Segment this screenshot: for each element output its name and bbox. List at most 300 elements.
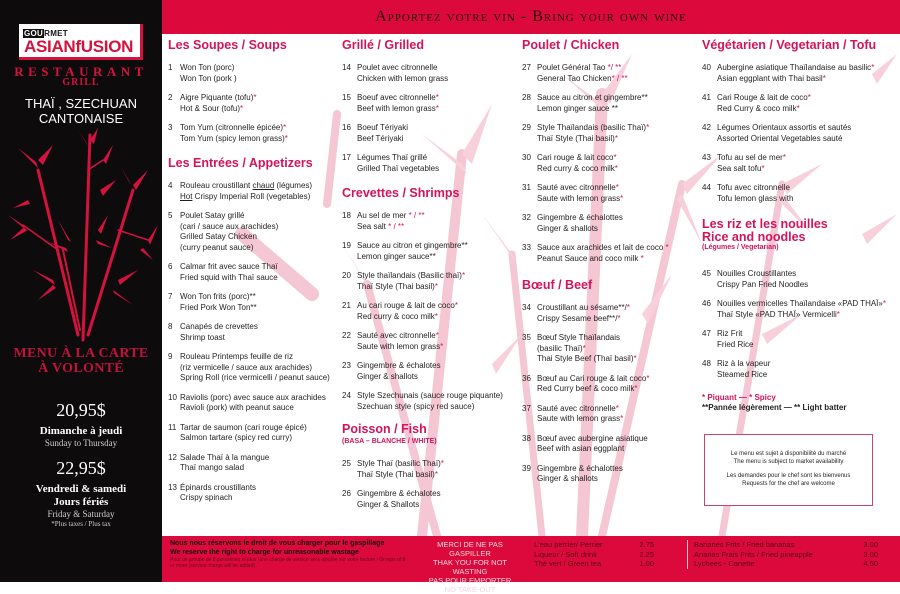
drink-row xyxy=(534,540,654,550)
column-3 xyxy=(522,38,702,494)
item-line: (curry peanut sauce) xyxy=(180,242,254,252)
weekday-en: Sunday to Thursday xyxy=(44,438,118,448)
item-name-fr: Gingembre & échalotes xyxy=(357,489,441,498)
dessert-price: 3.00 xyxy=(863,540,878,549)
item-name-fr: Sauce au citron et gingembre** xyxy=(357,241,468,250)
item-name-en: Steamed Rice xyxy=(717,369,768,379)
section-title-fish: Poisson / Fish xyxy=(342,422,427,436)
item-number: 35 xyxy=(522,333,531,342)
notice-line: Les demandes pour le chef sont les bienvenus xyxy=(726,473,851,479)
item-name-en: Beef Tériyaki xyxy=(357,133,404,143)
item-name-fr: Sauce aux arachides et lait de coco xyxy=(537,243,666,252)
menu-item xyxy=(702,269,898,290)
drink-label: Liqueur / Soft drink xyxy=(534,549,597,559)
item-name-en: Saute with lemon grass xyxy=(537,414,621,423)
item-number: 42 xyxy=(702,123,711,132)
item-number: 37 xyxy=(522,403,531,413)
column-1 xyxy=(168,38,340,513)
spicy-marker: * xyxy=(620,193,624,203)
menu-item xyxy=(168,292,340,313)
item-name-en: Lemon ginger sauce** xyxy=(357,251,436,261)
item-name-en: Fried Pork Won Ton** xyxy=(180,302,257,312)
logo-gourmet-a: GOU xyxy=(24,29,44,38)
item-number: 13 xyxy=(168,482,177,492)
banner-title: Apportez votre vin - Bring your own wine xyxy=(375,8,687,25)
logo-name: ASIANfUSION xyxy=(24,37,134,56)
item-number: 34 xyxy=(522,303,531,312)
item-name-en: Beef with lemon grass xyxy=(357,103,436,113)
menu-item xyxy=(522,63,702,84)
spicy-marker: * xyxy=(613,153,617,162)
menu-item xyxy=(342,361,522,382)
menu-item xyxy=(342,331,522,352)
item-name-fr: Légumes Thaï grillé xyxy=(357,153,428,162)
item-line: Poulet Satay grillé xyxy=(180,211,245,220)
menu-item xyxy=(342,211,522,232)
item-name-fr: Croustillant au sésame**/ xyxy=(537,303,627,312)
section-title-appetizers: Les Entrées / Appetizers xyxy=(168,156,313,170)
menu-item xyxy=(522,93,702,114)
item-number: 16 xyxy=(342,123,351,132)
item-number: 29 xyxy=(522,123,531,132)
menu-item xyxy=(168,181,340,202)
menu-item xyxy=(522,333,702,365)
item-name-fr: (légumes) xyxy=(274,181,313,190)
menu-item xyxy=(168,483,340,504)
cuisine-line-2: CANTONAISE xyxy=(38,111,124,126)
item-line: (riz vermicelle / sauce aux arachides) xyxy=(180,362,313,372)
item-name-en: Grilled Thaï vegetables xyxy=(357,163,440,173)
section-subtitle-rice-noodles: (Légumes / Vegetarian) xyxy=(702,244,779,251)
section-title-grilled: Grillé / Grilled xyxy=(342,38,424,52)
dessert-price: 4.50 xyxy=(863,559,878,568)
notice-line: Requests for the chef are welcome xyxy=(742,481,835,487)
item-name-fr: Tofu avec citronnelle xyxy=(717,183,790,192)
item-name-fr: Style Thaï (basilic Thaï) xyxy=(357,459,441,468)
item-name-en: Saute with lemon grass xyxy=(357,341,441,351)
item-line: Grilled Satay Chicken xyxy=(180,232,257,241)
item-number: 36 xyxy=(522,373,531,383)
spicy-marker: * xyxy=(454,301,458,310)
item-name-en: Szechuan style (spicy red sauce) xyxy=(357,401,475,411)
section-title-soups: Les Soupes / Soups xyxy=(168,38,287,52)
item-number: 14 xyxy=(342,63,351,72)
item-name-en: Shrimp toast xyxy=(180,332,225,342)
item-name-en: Red curry & coco milk xyxy=(357,311,435,321)
menu-item xyxy=(702,93,898,114)
menu-item xyxy=(342,271,522,292)
item-number: 10 xyxy=(168,392,177,402)
spicy-marker: * xyxy=(434,311,438,321)
item-number: 21 xyxy=(342,301,351,310)
item-line: (cari / sauce aux arachides) xyxy=(180,221,279,231)
weekend-fr-line-1: Vendredi & samedi xyxy=(35,483,127,495)
item-line: Bœuf Style Thaïlandais xyxy=(537,333,621,342)
drink-price: 1.00 xyxy=(639,559,654,568)
item-name-fr: Aubergine asiatique Thaïlandaise au basilic xyxy=(717,63,872,72)
notice-line: NO TAKE-OUT xyxy=(444,585,496,594)
item-name-en: Salmon tartare (spicy red curry) xyxy=(180,433,293,442)
menu-item xyxy=(522,243,702,264)
item-name-en: Sea salt tofu xyxy=(717,163,762,173)
item-number: 40 xyxy=(702,63,711,72)
menu-item xyxy=(168,211,340,253)
item-name-en: Beef with asian eggplant xyxy=(537,444,625,453)
notice-box xyxy=(704,434,873,506)
spicy-marker: * xyxy=(434,469,438,479)
notice-line: Le menu est sujet à disponibilité du marché xyxy=(730,451,847,457)
menu-item xyxy=(342,459,522,480)
menu-item xyxy=(702,123,898,144)
warning-en: We reserve the right to charge for unreasonable wastage xyxy=(170,549,359,556)
item-line: (basilic Thaï) xyxy=(537,343,583,353)
item-name-en: Fried Rice xyxy=(717,339,754,349)
drink-row xyxy=(534,559,654,569)
item-name-en: Saute with lemon grass xyxy=(537,193,621,203)
dessert-row xyxy=(694,550,878,560)
menu-item xyxy=(342,63,522,84)
no-waste-notice xyxy=(420,540,520,594)
item-number: 48 xyxy=(702,359,711,368)
spicy-marker: * xyxy=(284,133,288,143)
item-name-fr: Aigre Piquante (tofu) xyxy=(180,93,254,102)
item-number: 31 xyxy=(522,183,531,192)
formule-line-1: MENU À LA CARTE xyxy=(13,346,149,361)
menu-item xyxy=(168,262,340,283)
item-name-fr: Rouleau croustillant xyxy=(180,181,253,190)
spicy-marker: * xyxy=(822,73,826,83)
item-name-fr: Boeuf Tériyaki xyxy=(357,123,408,132)
item-name-en: Ginger & shallots xyxy=(357,371,418,381)
item-name-fr: Sauté avec citronnelle xyxy=(357,331,436,340)
item-name-fr: Gingembre & échalottes xyxy=(537,463,623,473)
item-number: 17 xyxy=(342,153,351,162)
menu-item xyxy=(168,93,340,114)
menu-item xyxy=(168,322,340,343)
item-number: 22 xyxy=(342,331,351,340)
menu-item xyxy=(702,153,898,174)
item-number: 11 xyxy=(168,422,177,432)
spicy-marker: * xyxy=(615,183,619,192)
item-name-fr: Tom Yum (citronnelle épicée) xyxy=(180,123,284,132)
drink-price: 2.75 xyxy=(639,540,654,549)
menu-item xyxy=(522,303,702,324)
weekend-en: Friday & Saturday xyxy=(47,509,115,519)
spicy-marker: * xyxy=(782,153,786,162)
item-name-fr: Nouilles vermicelles Thaïlandaise «PAD THAÏ» xyxy=(717,299,883,308)
section-title-vegetarian: Végétarien / Vegetarian / Tofu xyxy=(702,38,877,52)
spicy-marker: * xyxy=(617,313,621,323)
footer-bar xyxy=(162,536,900,594)
item-number: 5 xyxy=(168,211,173,220)
spicy-marker: */ ** xyxy=(607,63,622,72)
item-number: 12 xyxy=(168,452,177,462)
item-name-fr: Sauce au citron et gingembre** xyxy=(537,93,648,102)
item-name-en: Tom Yum (spicy lemon grass) xyxy=(180,133,285,143)
item-name-fr: Calmar frit avec sauce Thaï xyxy=(180,262,278,271)
menu-item xyxy=(522,183,702,204)
spicy-marker: * xyxy=(882,299,886,308)
dessert-price: 3.00 xyxy=(863,549,878,559)
spicy-marker: * xyxy=(614,163,618,173)
item-name-fr: Style Szechunais (sauce rouge piquante) xyxy=(357,391,503,400)
logo-gourmet-b: RMET xyxy=(44,29,68,38)
item-name-en: Sea salt xyxy=(357,221,389,231)
item-name-en: Ginger & shallots xyxy=(537,223,598,233)
section-title-shrimps: Crevettes / Shrimps xyxy=(342,186,460,200)
drink-label: Thé vert / Green tea xyxy=(534,559,602,568)
spicy-marker: * / ** xyxy=(388,221,405,231)
dessert-label: Lychees - Canette xyxy=(694,559,755,568)
spicy-marker: * xyxy=(646,123,650,132)
item-name-en: Red Curry & coco milk xyxy=(717,103,797,113)
spicy-marker: * xyxy=(615,403,619,413)
item-number: 45 xyxy=(702,269,711,278)
item-name-fr: Riz Frit xyxy=(717,329,743,338)
item-number: 47 xyxy=(702,329,711,338)
menu-item xyxy=(522,123,702,144)
item-name-fr-underlined: chaud xyxy=(252,181,275,190)
legend-spicy: * Piquant — * Spicy xyxy=(702,393,776,402)
item-name-fr: Style thaïlandais (Basilic thaï) xyxy=(357,271,462,280)
spicy-marker: * xyxy=(620,414,624,423)
menu-item xyxy=(342,93,522,114)
desserts-list xyxy=(687,540,887,569)
section-title-line-2: Rice and noodles xyxy=(702,230,806,244)
brand-panel xyxy=(0,0,162,582)
item-name-en: Red Curry beef & coco milk xyxy=(537,384,635,393)
item-line: Thai Style Beef (Thaï basil) xyxy=(537,354,634,363)
item-number: 27 xyxy=(522,63,531,72)
wastage-warning xyxy=(170,539,410,569)
item-name-fr: Salade Thaï à la mangue xyxy=(180,452,270,462)
item-number: 38 xyxy=(522,433,531,443)
item-number: 15 xyxy=(342,93,351,102)
drink-price: 2.25 xyxy=(639,549,654,559)
spicy-marker: * xyxy=(440,459,444,468)
spicy-marker: * xyxy=(435,93,439,102)
spicy-marker: * xyxy=(633,354,637,363)
menu-item xyxy=(342,153,522,174)
group-service-note: Pour un groupe de 8 personnes et plus (une charge de service sera ajoutée sur votre facture / Groups of 8 or more (service charge will be added) xyxy=(170,557,406,569)
item-name-en: Thaï Style (Thai basil) xyxy=(357,469,435,479)
item-name-en: Crispy Pan Fried Noodles xyxy=(717,279,809,289)
spicy-marker: * xyxy=(434,281,438,291)
bamboo-illustration-icon xyxy=(8,130,158,340)
drink-label: L'eau perrier/ Perrier xyxy=(534,540,603,549)
item-name-fr: Won Ton (porc) xyxy=(180,63,235,72)
item-name-fr: Nouilles Croustillantes xyxy=(717,269,797,278)
menu-item xyxy=(342,123,522,144)
weekend-fr xyxy=(0,483,162,509)
menu-item xyxy=(168,123,340,144)
item-name-en: Ginger & shallots xyxy=(537,474,598,483)
item-name-en: Thaï mango salad xyxy=(180,463,245,472)
menu-item xyxy=(702,299,898,320)
item-name-en: Asian eggplant with Thai basil xyxy=(717,73,823,83)
menu-body xyxy=(162,34,900,536)
item-number: 19 xyxy=(342,241,351,250)
menu-item xyxy=(702,329,898,350)
menu-item xyxy=(702,359,898,380)
restaurant-label: RESTAURANT xyxy=(14,64,148,79)
menu-item xyxy=(168,352,340,384)
item-number: 4 xyxy=(168,181,173,190)
menu-item xyxy=(342,489,522,510)
section-title-beef: Bœuf / Beef xyxy=(522,278,593,292)
item-number: 8 xyxy=(168,322,173,331)
item-name-fr: Épinards croustillants xyxy=(180,482,257,492)
item-number: 28 xyxy=(522,93,531,102)
item-name-en: Ginger & Shallots xyxy=(357,499,420,509)
section-title-rice-noodles xyxy=(702,218,898,244)
menu-item xyxy=(168,453,340,474)
column-4 xyxy=(702,38,898,389)
item-name-en: Crispy spinach xyxy=(180,493,233,502)
spicy-marker: * xyxy=(626,303,630,312)
spicy-marker: * xyxy=(634,384,638,393)
item-name-fr: Au cari rouge & lait de coco xyxy=(357,301,455,310)
item-name-fr: Sauté avec citronnelle xyxy=(537,183,616,192)
spicy-marker: * / ** xyxy=(611,73,628,83)
item-number: 2 xyxy=(168,93,173,102)
item-number: 25 xyxy=(342,459,351,468)
item-number: 46 xyxy=(702,299,711,308)
item-name-fr: Riz à la vapeur xyxy=(717,359,771,368)
item-name-en: Crispy Sesame beef**/ xyxy=(537,313,618,323)
item-number: 18 xyxy=(342,211,351,220)
item-name-en: Thaï Style «PAD THAÏ» Vermicelli xyxy=(717,309,837,319)
price-weekend: 22,95$ xyxy=(56,458,106,478)
spicy-marker: * / ** xyxy=(408,211,425,220)
item-name-en: Won Ton (pork ) xyxy=(180,73,237,83)
item-number: 44 xyxy=(702,183,711,192)
item-number: 32 xyxy=(522,213,531,222)
column-2 xyxy=(342,38,522,519)
item-name-en: General Tao Chicken xyxy=(537,73,612,83)
all-you-can-eat-title xyxy=(0,346,162,376)
section-title-chicken: Poulet / Chicken xyxy=(522,38,620,52)
item-number: 3 xyxy=(168,123,173,132)
menu-item xyxy=(168,63,340,84)
item-name-en: Tofu lemon glass with xyxy=(717,193,794,203)
menu-item xyxy=(168,423,340,444)
item-name-en: Hot & Sour (tofu) xyxy=(180,103,241,113)
spicy-marker: * xyxy=(796,103,800,113)
item-name-en: Ravioli (pork) with peanut sauce xyxy=(180,403,294,412)
item-name-fr: Poulet Général Tao xyxy=(537,63,608,72)
menu-item xyxy=(342,301,522,322)
item-number: 20 xyxy=(342,271,351,280)
item-number: 30 xyxy=(522,153,531,162)
item-name-fr: Tofu au sel de mer xyxy=(717,153,783,162)
item-number: 7 xyxy=(168,292,173,301)
item-name-fr: Au sel de mer xyxy=(357,211,409,220)
logo xyxy=(19,24,143,60)
menu-item xyxy=(702,63,898,84)
item-name-fr: Bœuf au Cari rouge & lait coco xyxy=(537,373,647,383)
byob-banner xyxy=(162,0,900,34)
menu-item xyxy=(342,391,522,412)
spicy-marker: * xyxy=(807,93,811,102)
spicy-marker: * xyxy=(640,253,644,263)
item-name-en: Thaï Style (Thai basil) xyxy=(537,133,615,143)
notice-line: THAK YOU FOR NOT WASTING xyxy=(432,558,508,576)
spicy-marker: * xyxy=(440,341,444,351)
menu-item xyxy=(342,241,522,262)
item-name-en: Peanut Sauce and coco milk xyxy=(537,253,641,263)
item-number: 1 xyxy=(168,63,173,72)
item-line: Rouleau Printemps feuille de riz xyxy=(180,352,293,361)
item-name-fr: Poulet avec citronnelle xyxy=(357,63,438,72)
item-number: 6 xyxy=(168,262,173,271)
item-name-en-underlined: Hot xyxy=(180,191,193,201)
item-name-fr: Cari Rouge & lait de coco xyxy=(717,93,808,102)
item-name-fr: Tartar de saumon (cari rouge épicé) xyxy=(180,422,307,432)
item-name-en: Red curry & coco milk xyxy=(537,163,615,173)
spicy-marker: * xyxy=(871,63,875,72)
menu-item xyxy=(702,183,898,204)
spicy-marker: * xyxy=(435,331,439,340)
spicy-marker: * xyxy=(253,93,257,102)
item-number: 9 xyxy=(168,352,173,361)
spicy-marker: * xyxy=(646,373,650,383)
spicy-marker: * xyxy=(614,133,618,143)
notice-line: MERCI DE NE PAS GASPILLER xyxy=(437,540,503,558)
spicy-marker: * xyxy=(665,243,669,252)
item-number: 41 xyxy=(702,93,711,102)
spicy-marker: * xyxy=(435,103,439,113)
dessert-row xyxy=(694,540,878,550)
legend xyxy=(702,393,846,413)
item-name-en: Lemon ginger sauce ** xyxy=(537,103,618,113)
item-name-en: Chicken with lemon grass xyxy=(357,73,449,83)
item-number: 33 xyxy=(522,243,531,252)
item-number: 26 xyxy=(342,489,351,498)
notice-line: The menu is subject to market availability xyxy=(733,459,844,465)
price-weekday: 20,95$ xyxy=(56,400,106,420)
item-name-fr: Raviolis (porc) avec sauce aux arachides xyxy=(180,392,326,402)
item-name-fr: Won Ton frits (porc)** xyxy=(180,292,256,301)
item-name-fr: Boeuf avec citronnelle xyxy=(357,93,436,102)
item-name-fr: Bœuf avec aubergine asiatique xyxy=(537,433,648,443)
menu-item xyxy=(522,213,702,234)
legend-batter: **Pannée légèrement — ** Light batter xyxy=(702,403,847,412)
spicy-marker: * xyxy=(240,103,244,113)
spicy-marker: * xyxy=(283,123,287,132)
formule-line-2: À VOLONTÉ xyxy=(38,361,124,376)
menu-item xyxy=(522,153,702,174)
item-name-en: Crispy Imperial Roll (vegetables) xyxy=(192,191,311,201)
dessert-label: Bananes Frits / Fried bananas xyxy=(694,540,795,549)
spicy-marker: * xyxy=(461,271,466,280)
section-subtitle-fish: (BASA – BLANCHE / WHITE) xyxy=(342,438,437,445)
spicy-marker: * xyxy=(761,163,765,173)
cuisine-line-1: THAÏ , SZECHUAN xyxy=(25,96,137,111)
warning-fr: Nous nous réservons le droit de vous charger pour le gaspillage xyxy=(170,540,385,547)
item-name-fr: Cari rouge & lait coco xyxy=(537,153,614,162)
weekday-fr: Dimanche à jeudi xyxy=(39,425,123,437)
dessert-row xyxy=(694,559,878,569)
cuisine-types xyxy=(0,96,162,126)
item-name-en: Thaï Style (Thai basil) xyxy=(357,281,435,291)
item-number: 39 xyxy=(522,463,531,473)
item-name-fr: Sauté avec citronnelle xyxy=(537,403,616,413)
item-name-fr: Gingembre & échalottes xyxy=(537,213,623,222)
tax-note: *Plus taxes / Plus tax xyxy=(51,520,111,528)
item-line: Spring Roll (rice vermicelli / peanut sauce) xyxy=(180,373,330,382)
menu-item xyxy=(522,434,702,455)
